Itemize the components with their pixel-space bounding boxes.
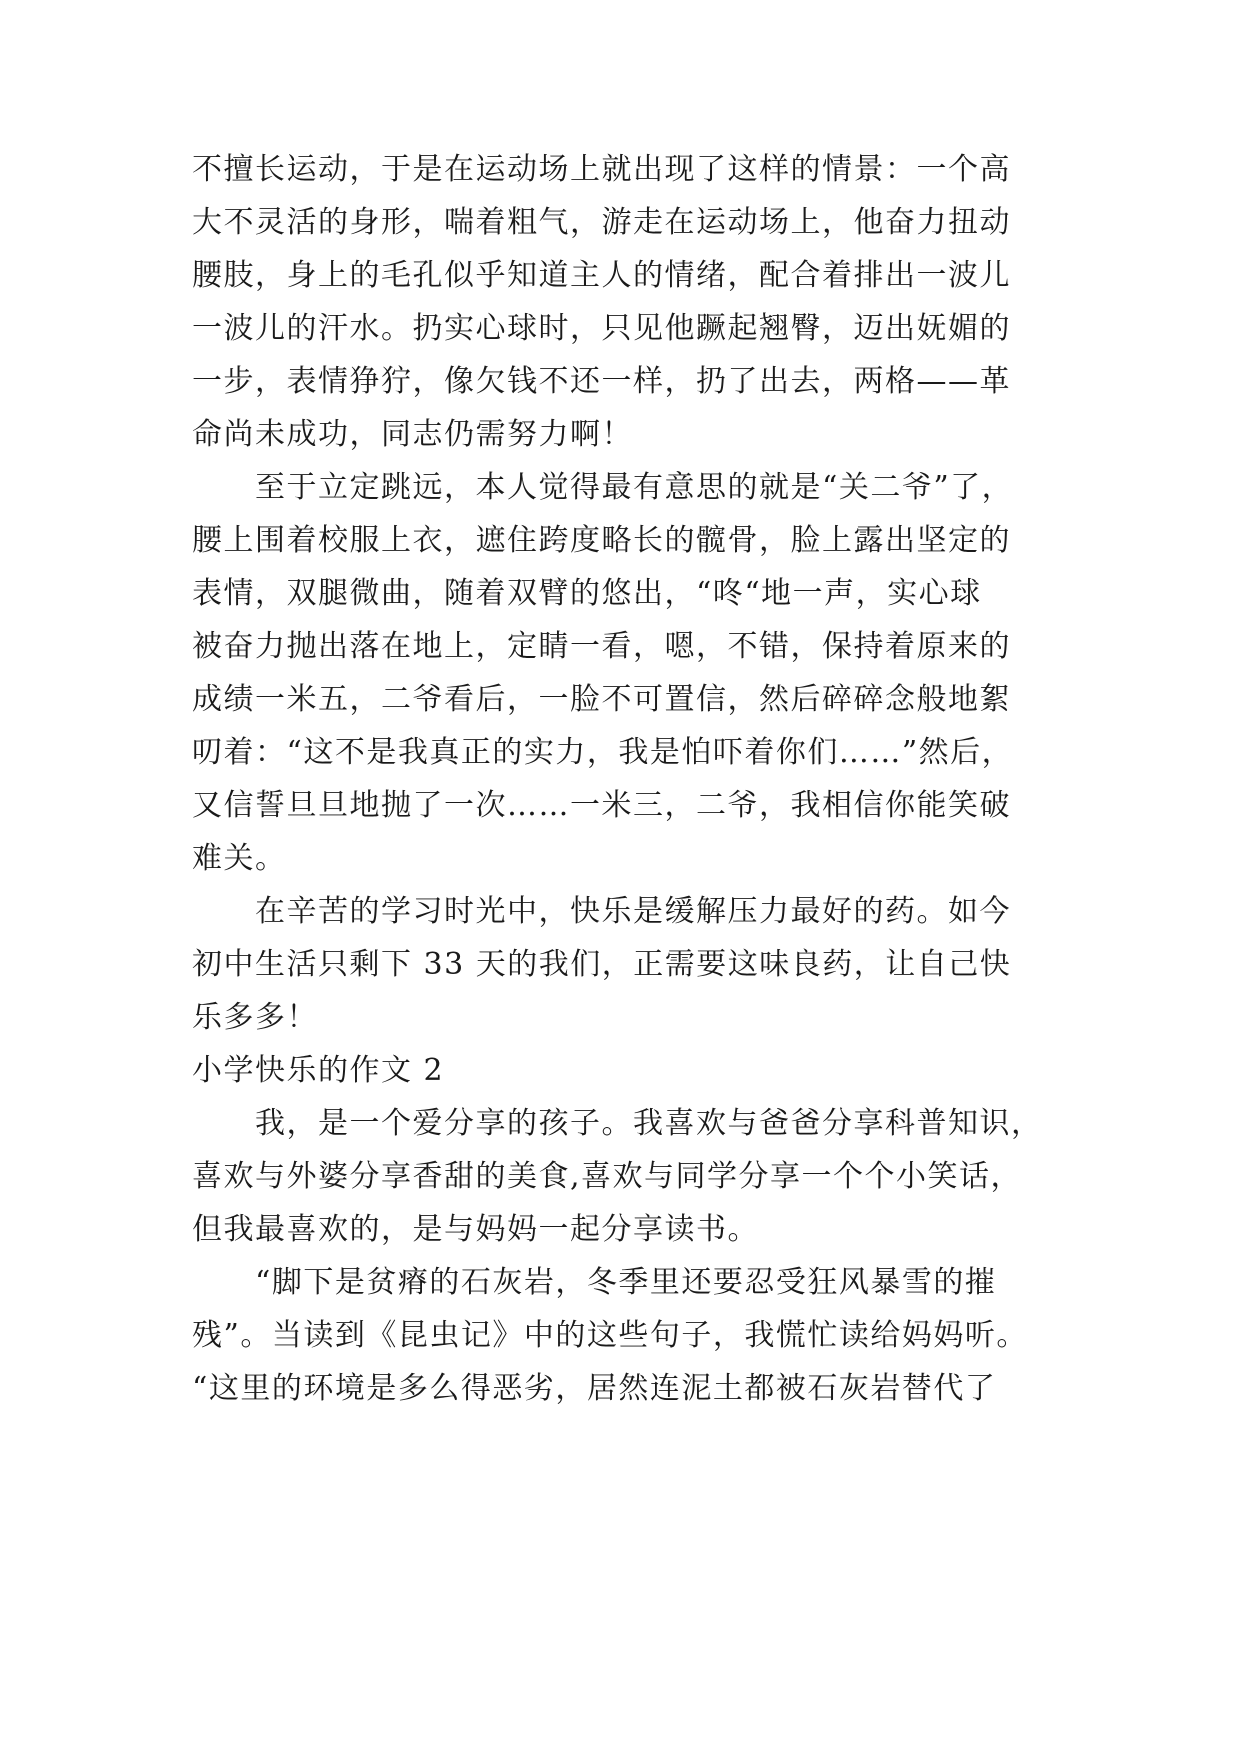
text-line: 喜欢与外婆分享香甜的美食,喜欢与同学分享一个个小笑话， [192,1159,1023,1194]
text-line: 在辛苦的学习时光中，快乐是缓解压力最好的药。如今 [192,894,1011,929]
text-line: 一波儿的汗水。扔实心球时，只见他蹶起翘臀，迈出妩媚的 [192,311,1011,346]
text-line: 大不灵活的身形，喘着粗气，游走在运动场上，他奋力扭动 [192,205,1011,240]
text-line: 初中生活只剩下 33 天的我们，正需要这味良药，让自己快 [192,947,1012,982]
text-line: 又信誓旦旦地抛了一次……一米三，二爷，我相信你能笑破 [192,788,1011,823]
text-line: 成绩一米五，二爷看后，一脸不可置信，然后碎碎念般地絮 [192,682,1011,717]
text-line: 表情，双腿微曲，随着双臂的悠出，“咚“地一声，实心球 [192,576,982,611]
text-line: 难关。 [192,841,287,876]
text-line: 残”。当读到《昆虫记》中的这些句子，我慌忙读给妈妈听。 [192,1318,1028,1353]
text-line: 至于立定跳远，本人觉得最有意思的就是“关二爷”了， [192,470,1014,505]
text-line: 腰肢，身上的毛孔似乎知道主人的情绪，配合着排出一波儿 [192,258,1011,293]
text-line: 被奋力抛出落在地上，定睛一看，嗯，不错，保持着原来的 [192,629,1011,664]
text-line: 不擅长运动，于是在运动场上就出现了这样的情景：一个高 [192,152,1011,187]
text-line: “脚下是贫瘠的石灰岩，冬季里还要忍受狂风暴雪的摧 [192,1265,997,1300]
text-line: 一步，表情狰狞，像欠钱不还一样，扔了出去，两格——革 [192,364,1011,399]
text-line: 叨着：“这不是我真正的实力，我是怕吓着你们……”然后， [192,735,1014,770]
text-line: 乐多多！ [192,1000,318,1035]
text-line: 命尚未成功，同志仍需努力啊！ [192,417,633,452]
text-line: 腰上围着校服上衣，遮住跨度略长的髋骨，脸上露出坚定的 [192,523,1011,558]
text-line: “这里的环境是多么得恶劣，居然连泥土都被石灰岩替代了 [192,1371,997,1406]
text-line: 我，是一个爱分享的孩子。我喜欢与爸爸分享科普知识， [192,1106,1043,1141]
section-heading: 小学快乐的作文 2 [192,1053,445,1088]
text-line: 但我最喜欢的，是与妈妈一起分享读书。 [192,1212,759,1247]
